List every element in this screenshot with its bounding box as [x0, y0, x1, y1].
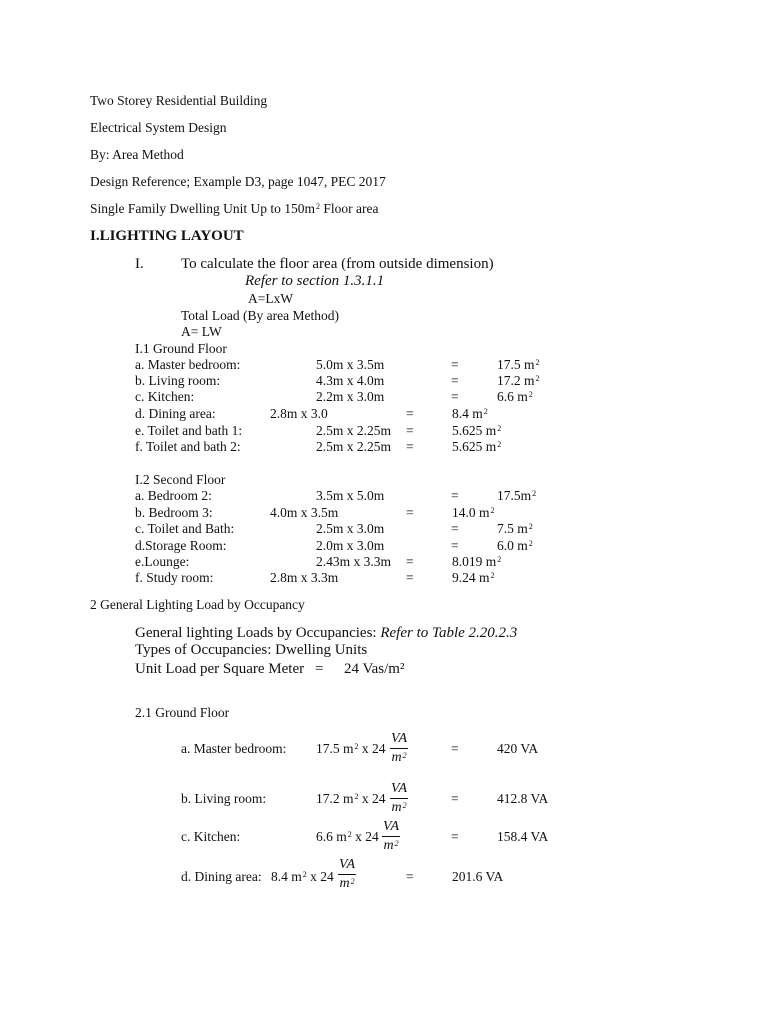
- equals-sign: =: [451, 357, 459, 372]
- va-per-m2-fraction: VA $m^2$: [382, 819, 400, 853]
- va-per-m2-fraction: VA $m^2$: [390, 781, 408, 815]
- room-dimensions: 2.8m x 3.3m: [270, 570, 339, 585]
- room-dimensions: 2.5m x 2.25m: [316, 423, 392, 438]
- room-area: 8.4 $m^2$: [452, 406, 488, 421]
- equals-sign: =: [315, 661, 324, 677]
- room-label: a. Bedroom 2:: [135, 488, 212, 503]
- room-label: a. Master bedroom:: [181, 741, 287, 756]
- unit-load-value: 24 Vas/m²: [344, 661, 405, 677]
- room-label: d.Storage Room:: [135, 538, 227, 553]
- room-label: b. Living room:: [135, 373, 221, 388]
- equals-sign: =: [451, 488, 459, 503]
- room-dimensions: 3.5m x 5.0m: [316, 488, 385, 503]
- room-label: f. Toilet and bath 2:: [135, 439, 241, 454]
- area-formula: A=LxW: [248, 291, 294, 306]
- room-dimensions: 2.2m x 3.0m: [316, 389, 385, 404]
- room-dimensions: 2.5m x 3.0m: [316, 521, 385, 536]
- equals-sign: =: [406, 439, 414, 454]
- ground-floor-load-heading: 2.1 Ground Floor: [135, 705, 230, 720]
- area-formula-2: A= LW: [181, 324, 222, 339]
- room-label: c. Toilet and Bath:: [135, 521, 235, 536]
- room-dimensions: 2.8m x 3.0: [270, 406, 328, 421]
- room-label: d. Dining area:: [135, 406, 216, 421]
- room-area: 9.24 $m^2$: [452, 570, 495, 585]
- lighting-layout-heading: I.LIGHTING LAYOUT: [90, 228, 244, 244]
- room-area: 5.625 $m^2$: [452, 439, 502, 454]
- load-calc: 17.5 $m^2$ x 24: [316, 741, 386, 756]
- occupancy-heading: 2 General Lighting Load by Occupancy: [90, 597, 305, 612]
- load-result: 201.6 VA: [452, 869, 504, 884]
- room-label: a. Master bedroom:: [135, 357, 241, 372]
- equals-sign: =: [406, 505, 414, 520]
- ground-floor-heading: I.1 Ground Floor: [135, 341, 227, 356]
- occupancy-type: Types of Occupancies: Dwelling Units: [135, 642, 368, 658]
- room-dimensions: 5.0m x 3.5m: [316, 357, 385, 372]
- room-area: 7.5 $m^2$: [497, 521, 533, 536]
- project-title: Two Storey Residential Building: [90, 93, 268, 108]
- room-area: $17.5m^2$: [497, 488, 537, 503]
- room-label: c. Kitchen:: [135, 389, 195, 404]
- room-dimensions: 2.5m x 2.25m: [316, 439, 392, 454]
- va-per-m2-fraction: VA $m^2$: [390, 731, 408, 765]
- load-calc: 17.2 $m^2$ x 24: [316, 791, 386, 806]
- load-result: 412.8 VA: [497, 791, 549, 806]
- room-dimensions: 2.43m x 3.3m: [316, 554, 392, 569]
- equals-sign: =: [451, 521, 459, 536]
- equals-sign: =: [451, 538, 459, 553]
- room-label: b. Bedroom 3:: [135, 505, 213, 520]
- room-area: 6.6 $m^2$: [497, 389, 533, 404]
- room-label: c. Kitchen:: [181, 829, 241, 844]
- room-area: 14.0 $m^2$: [452, 505, 495, 520]
- room-label: b. Living room:: [181, 791, 267, 806]
- room-area: 17.2 $m^2$: [497, 373, 540, 388]
- room-area: 5.625 $m^2$: [452, 423, 502, 438]
- room-label: e.Lounge:: [135, 554, 190, 569]
- equals-sign: =: [451, 791, 459, 806]
- load-calc: 6.6 $m^2$ x 24: [316, 829, 379, 844]
- equals-sign: =: [451, 741, 459, 756]
- room-dimensions: 2.0m x 3.0m: [316, 538, 385, 553]
- load-result: 420 VA: [497, 741, 539, 756]
- method-line: By: Area Method: [90, 147, 184, 162]
- room-dimensions: 4.0m x 3.5m: [270, 505, 339, 520]
- unit-load-label: Unit Load per Square Meter: [135, 661, 305, 677]
- equals-sign: =: [451, 373, 459, 388]
- equals-sign: =: [451, 829, 459, 844]
- calc-description: To calculate the floor area (from outside dimension): [181, 256, 494, 272]
- room-area: 17.5 $m^2$: [497, 357, 540, 372]
- room-area: 6.0 $m^2$: [497, 538, 533, 553]
- equals-sign: =: [406, 423, 414, 438]
- second-floor-heading: I.2 Second Floor: [135, 472, 226, 487]
- design-title: Electrical System Design: [90, 120, 227, 135]
- general-lighting-line: General lighting Loads by Occupancies: Refer to Table 2.20.2.3: [135, 625, 518, 641]
- room-dimensions: 4.3m x 4.0m: [316, 373, 385, 388]
- room-label: e. Toilet and bath 1:: [135, 423, 243, 438]
- design-reference: Design Reference; Example D3, page 1047, PEC 2017: [90, 174, 386, 189]
- room-area: 8.019 $m^2$: [452, 554, 502, 569]
- room-label: f. Study room:: [135, 570, 214, 585]
- item-number: I.: [135, 256, 144, 272]
- section-reference: Refer to section 1.3.1.1: [245, 273, 385, 289]
- load-result: 158.4 VA: [497, 829, 549, 844]
- dwelling-unit-line: Single Family Dwelling Unit Up to $150m^2$ Floor area: [90, 201, 379, 216]
- total-load-label: Total Load (By area Method): [181, 308, 339, 323]
- va-per-m2-fraction: VA $m^2$: [338, 857, 356, 891]
- load-calc: 8.4 $m^2$ x 24: [271, 869, 334, 884]
- equals-sign: =: [451, 389, 459, 404]
- equals-sign: =: [406, 869, 414, 884]
- equals-sign: =: [406, 570, 414, 585]
- equals-sign: =: [406, 406, 414, 421]
- room-label: d. Dining area:: [181, 869, 262, 884]
- equals-sign: =: [406, 554, 414, 569]
